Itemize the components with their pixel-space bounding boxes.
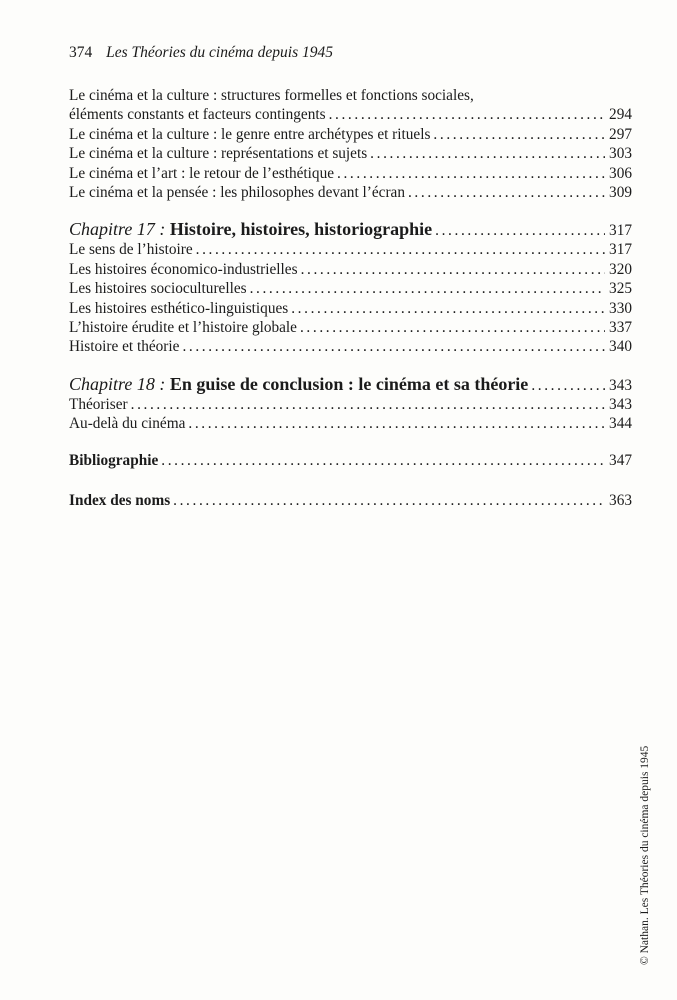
toc-entry-page: 343 [609, 395, 632, 413]
toc-entry-line1: Le cinéma et la culture : structures formelles et fonctions sociales, [69, 87, 474, 104]
copyright-notice: © Nathan. Les Théories du cinéma depuis 1945 [639, 745, 651, 965]
chapter-label: Chapitre 18 : [69, 373, 166, 394]
toc-entry-title: Histoire et théorie [69, 338, 180, 356]
toc-entry [69, 125, 632, 144]
index-entry [69, 491, 632, 510]
toc-entry-title: Le cinéma et la pensée : les philosophes devant l’écran [69, 183, 405, 201]
chapter-title: Histoire, histoires, historiographie [169, 219, 433, 240]
dot-leader [433, 125, 605, 144]
toc-entry-title: Les histoires économico-industrielles [69, 260, 298, 278]
page-number: 374 [69, 44, 93, 61]
toc-entry [69, 279, 632, 298]
running-header [69, 44, 333, 62]
toc-entry-page: 337 [609, 318, 632, 336]
dot-leader [301, 260, 605, 279]
index-title: Index des noms [69, 491, 171, 509]
toc-entry-title: Les histoires esthético-linguistiques [69, 299, 289, 317]
toc-entry-title: Le cinéma et l’art : le retour de l’esthétique [69, 164, 335, 182]
toc-entry-page: 317 [609, 241, 632, 259]
toc-entry-page: 297 [609, 125, 632, 143]
dot-leader [182, 337, 605, 356]
dot-leader [531, 375, 605, 397]
bibliography-entry [69, 451, 632, 470]
toc-entry-title: éléments constants et facteurs contingents [69, 106, 326, 124]
toc-entry [69, 105, 632, 124]
dot-leader [300, 318, 605, 337]
dot-leader [250, 279, 605, 298]
index-page: 363 [609, 491, 632, 509]
toc-entry-title: Théoriser [69, 395, 128, 413]
toc-entry-page: 303 [609, 145, 632, 163]
toc-entry [69, 318, 632, 337]
dot-leader [337, 164, 605, 183]
toc-entry-title: Au-delà du cinéma [69, 415, 186, 433]
toc-entry [69, 144, 632, 163]
chapter-heading [69, 373, 632, 395]
toc-entry-page: 306 [609, 164, 632, 182]
toc-entry [69, 183, 632, 202]
dot-leader [291, 299, 605, 318]
chapter-title: En guise de conclusion : le cinéma et sa théorie [169, 373, 529, 394]
dot-leader [161, 451, 605, 470]
toc-entry-title: Le cinéma et la culture : représentations et sujets [69, 145, 368, 163]
toc-entry-page: 320 [609, 260, 632, 278]
chapter-heading [69, 218, 632, 240]
toc-entry-title: Le sens de l’histoire [69, 241, 193, 259]
chapter-page: 317 [609, 222, 632, 240]
table-of-contents [69, 86, 632, 510]
dot-leader [196, 240, 605, 259]
toc-entry-page: 309 [609, 183, 632, 201]
toc-entry-title: Le cinéma et la culture : le genre entre archétypes et rituels [69, 125, 431, 143]
toc-entry-page: 330 [609, 299, 632, 317]
toc-entry [69, 164, 632, 183]
dot-leader [370, 144, 605, 163]
chapter-label: Chapitre 17 : [69, 219, 166, 240]
toc-entry [69, 260, 632, 279]
dot-leader [131, 395, 605, 414]
toc-entry-title: Les histoires socioculturelles [69, 280, 247, 298]
toc-entry [69, 395, 632, 414]
toc-entry [69, 337, 632, 356]
dot-leader [173, 491, 605, 510]
chapter-page: 343 [609, 376, 632, 394]
bibliography-title: Bibliographie [69, 452, 159, 470]
toc-entry [69, 414, 632, 433]
dot-leader [408, 183, 605, 202]
toc-entry-title: L’histoire érudite et l’histoire globale [69, 318, 297, 336]
toc-entry-page: 344 [609, 415, 632, 433]
toc-entry-page: 294 [609, 106, 632, 124]
dot-leader [435, 220, 605, 242]
dot-leader [329, 105, 605, 124]
running-title: Les Théories du cinéma depuis 1945 [106, 44, 334, 61]
toc-entry-page: 325 [609, 280, 632, 298]
toc-entry [69, 240, 632, 259]
bibliography-page: 347 [609, 452, 632, 470]
dot-leader [188, 414, 605, 433]
toc-entry-page: 340 [609, 338, 632, 356]
toc-entry [69, 299, 632, 318]
